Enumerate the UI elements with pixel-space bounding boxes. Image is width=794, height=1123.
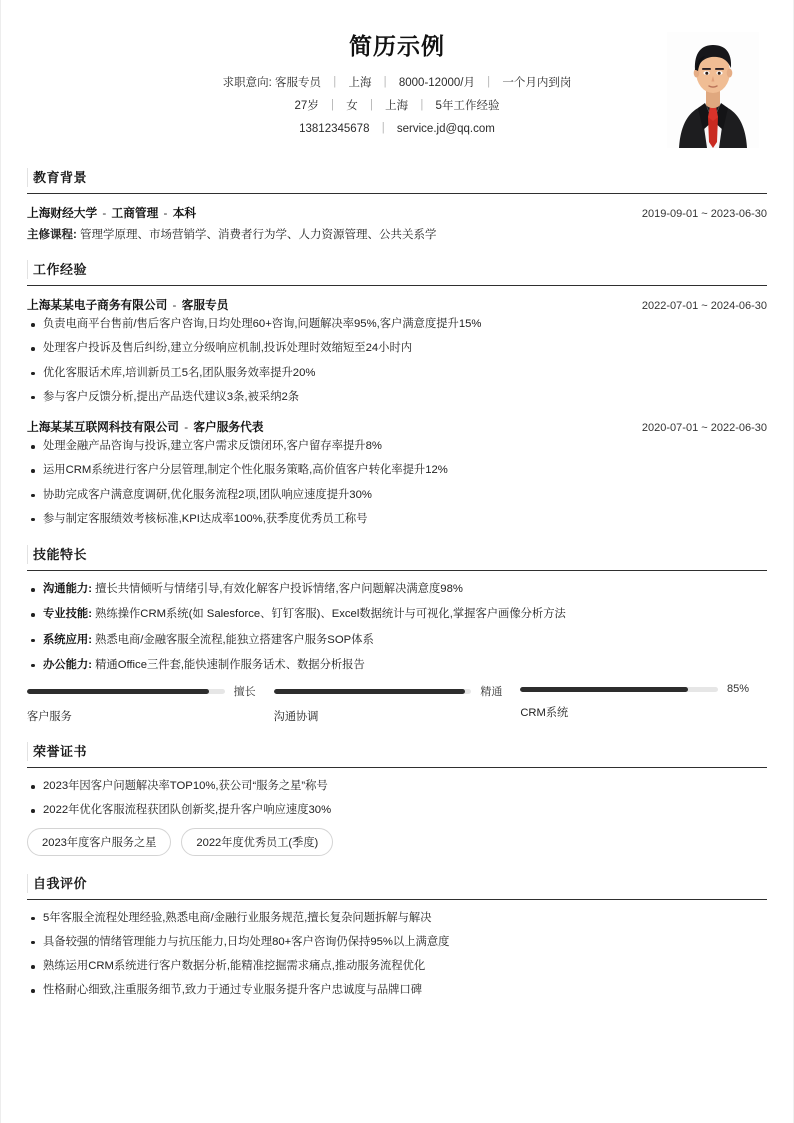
skill-label: 系统应用: [43, 633, 92, 646]
section-experience [27, 259, 767, 527]
job-intent-position: 客服专员 [275, 77, 322, 89]
list-item [27, 607, 767, 622]
self-evaluation-bullet-list [27, 911, 767, 999]
section-honors [27, 741, 767, 856]
section-head-skills [27, 544, 767, 571]
section-head-self-evaluation [27, 873, 767, 900]
list-item [27, 582, 767, 597]
section-head-experience [27, 259, 767, 286]
section-head-education [27, 167, 767, 194]
education-courses-row [27, 226, 767, 242]
skill-bar-group [27, 683, 767, 724]
separator-icon: | [369, 99, 373, 112]
resume-inner [1, 0, 793, 999]
header-center-block [27, 28, 767, 135]
experience-entry-head [27, 297, 767, 313]
experience-date: 2020-07-01 ~ 2022-06-30 [641, 422, 767, 434]
resume-header [27, 28, 767, 150]
skill-bar-level: 擅长 [233, 686, 256, 698]
section-title-self-evaluation: 自我评价 [33, 875, 88, 891]
education-courses-value: 管理学原理、市场营销学、消费者行为学、人力资源管理、公共关系学 [80, 229, 437, 241]
skill-bar-track [274, 689, 472, 694]
skill-bar-track [520, 687, 718, 692]
skill-bar-name: 客户服务 [27, 711, 72, 723]
education-school: 上海财经大学 [27, 207, 98, 220]
dash-separator: - [180, 421, 192, 434]
skill-bar-item [520, 683, 767, 724]
education-courses-label: 主修课程: [27, 229, 77, 241]
skill-label: 办公能力: [43, 658, 92, 671]
skill-label: 专业技能: [43, 608, 92, 621]
personal-age: 27岁 [294, 100, 319, 113]
education-title [27, 205, 196, 221]
skill-bar-name: CRM系统 [520, 707, 569, 719]
education-degree: 本科 [172, 207, 197, 220]
meta-line-contact [137, 123, 657, 135]
skills-bullet-list [27, 582, 767, 673]
skill-bar-row [520, 683, 749, 695]
avatar [667, 32, 759, 148]
skill-bar-fill [274, 689, 466, 694]
section-education [27, 167, 767, 242]
list-item: 参与制定客服绩效考核标准,KPI达成率100%,获季度优秀员工称号 [27, 512, 767, 527]
experience-title [27, 419, 263, 435]
dash-separator: - [160, 207, 171, 220]
list-item: 熟练运用CRM系统进行客户数据分析,能精准挖掘需求痛点,推动服务流程优化 [27, 959, 767, 974]
experience-entry-head [27, 419, 767, 435]
experience-company: 上海某某互联网科技有限公司 [27, 421, 179, 434]
list-item: 负责电商平台售前/售后客户咨询,日均处理60+咨询,问题解决率95%,客户满意度提升15% [27, 317, 767, 332]
separator-icon: | [487, 76, 491, 88]
job-intent-label: 求职意向: [222, 77, 272, 89]
experience-bullet-list [27, 439, 767, 527]
list-item: 2023年因客户问题解决率TOP10%,获公司“服务之星”称号 [27, 779, 767, 794]
education-major: 工商管理 [111, 207, 159, 220]
skill-text: 熟练操作CRM系统(如 Salesforce、钉钉客服)、Excel数据统计与可视化,掌握客户画像分析方法 [95, 608, 566, 621]
skill-bar-fill [520, 687, 688, 692]
skill-bar-track [27, 689, 225, 694]
separator-icon: | [333, 76, 337, 88]
skill-text: 擅长共情倾听与情绪引导,有效化解客户投诉情绪,客户问题解决满意度98% [95, 583, 463, 595]
list-item: 运用CRM系统进行客户分层管理,制定个性化服务策略,高价值客户转化率提升12% [27, 463, 767, 478]
separator-icon: | [381, 122, 385, 135]
list-item [27, 633, 767, 648]
section-head-honors [27, 741, 767, 768]
list-item: 2022年优化客服流程获团队创新奖,提升客户响应速度30% [27, 803, 767, 818]
list-item: 处理客户投诉及售后纠纷,建立分级响应机制,投诉处理时效缩短至24小时内 [27, 341, 767, 356]
skill-text: 精通Office三件套,能快速制作服务话术、数据分析报告 [95, 658, 365, 671]
status-badge[interactable]: 2023年度客户服务之星 [27, 828, 171, 856]
skill-bar-item [274, 683, 521, 724]
section-self-evaluation [27, 873, 767, 999]
skill-bar-item [27, 683, 274, 724]
list-item [27, 658, 767, 673]
skill-bar-row [27, 683, 256, 699]
dash-separator: - [169, 299, 180, 312]
job-intent-availability: 一个月内到岗 [502, 77, 572, 89]
skill-bar-name: 沟通协调 [273, 711, 319, 723]
page-title: 简历示例 [349, 33, 445, 59]
skill-text: 熟悉电商/金融客服全流程,能独立搭建客户服务SOP体系 [95, 633, 374, 646]
avatar-illustration-icon [667, 32, 759, 148]
experience-entry [27, 419, 767, 527]
list-item: 参与客户反馈分析,提出产品迭代建议3条,被采纳2条 [27, 390, 767, 405]
job-intent-salary: 8000-12000/月 [398, 77, 475, 89]
experience-title [27, 297, 228, 313]
list-item: 处理金融产品咨询与投诉,建立客户需求反馈闭环,客户留存率提升8% [27, 439, 767, 454]
skill-bar-level: 精通 [480, 686, 503, 698]
list-item: 优化客服话术库,培训新员工5名,团队服务效率提升20% [27, 366, 767, 381]
skill-bar-fill [27, 689, 209, 694]
honors-bullet-list [27, 779, 767, 819]
experience-company: 上海某某电子商务有限公司 [27, 299, 168, 312]
skill-bar-level: 85% [726, 683, 750, 695]
separator-icon: | [383, 76, 387, 88]
education-date: 2019-09-01 ~ 2023-06-30 [641, 208, 767, 220]
section-skills [27, 544, 767, 724]
list-item: 协助完成客户满意度调研,优化服务流程2项,团队响应速度提升30% [27, 488, 767, 503]
experience-role: 客户服务代表 [193, 421, 264, 434]
skill-label: 沟通能力: [43, 583, 92, 595]
education-entry-head [27, 205, 767, 221]
section-title-skills: 技能特长 [33, 547, 88, 562]
contact-phone[interactable]: 13812345678 [299, 123, 370, 136]
experience-bullet-list [27, 317, 767, 405]
list-item: 性格耐心细致,注重服务细节,致力于通过专业服务提升客户忠诚度与品牌口碑 [27, 983, 767, 998]
separator-icon: | [331, 99, 335, 112]
contact-email[interactable]: service.jd@qq.com [396, 123, 495, 136]
personal-location: 上海 [385, 100, 409, 113]
list-item: 具备较强的情绪管理能力与抗压能力,日均处理80+客户咨询仍保持95%以上满意度 [27, 935, 767, 950]
section-title-honors: 荣誉证书 [33, 744, 88, 759]
status-badge[interactable]: 2022年度优秀员工(季度) [181, 828, 333, 856]
list-item: 5年客服全流程处理经验,熟悉电商/金融行业服务规范,擅长复杂问题拆解与解决 [27, 911, 767, 926]
section-title-education: 教育背景 [33, 170, 88, 185]
experience-date: 2022-07-01 ~ 2024-06-30 [641, 300, 767, 312]
personal-gender: 女 [346, 100, 358, 113]
experience-entry [27, 297, 767, 405]
dash-separator: - [99, 207, 110, 220]
meta-line-personal [137, 100, 657, 112]
experience-role: 客服专员 [181, 299, 229, 312]
skill-bar-row [274, 683, 503, 699]
education-entry [27, 205, 767, 242]
separator-icon: | [420, 99, 424, 112]
honor-pill-group [27, 828, 767, 856]
personal-experience: 5年工作经验 [435, 100, 500, 113]
meta-line-intent [137, 77, 657, 89]
section-title-experience: 工作经验 [33, 262, 88, 277]
job-intent-city: 上海 [348, 77, 372, 89]
